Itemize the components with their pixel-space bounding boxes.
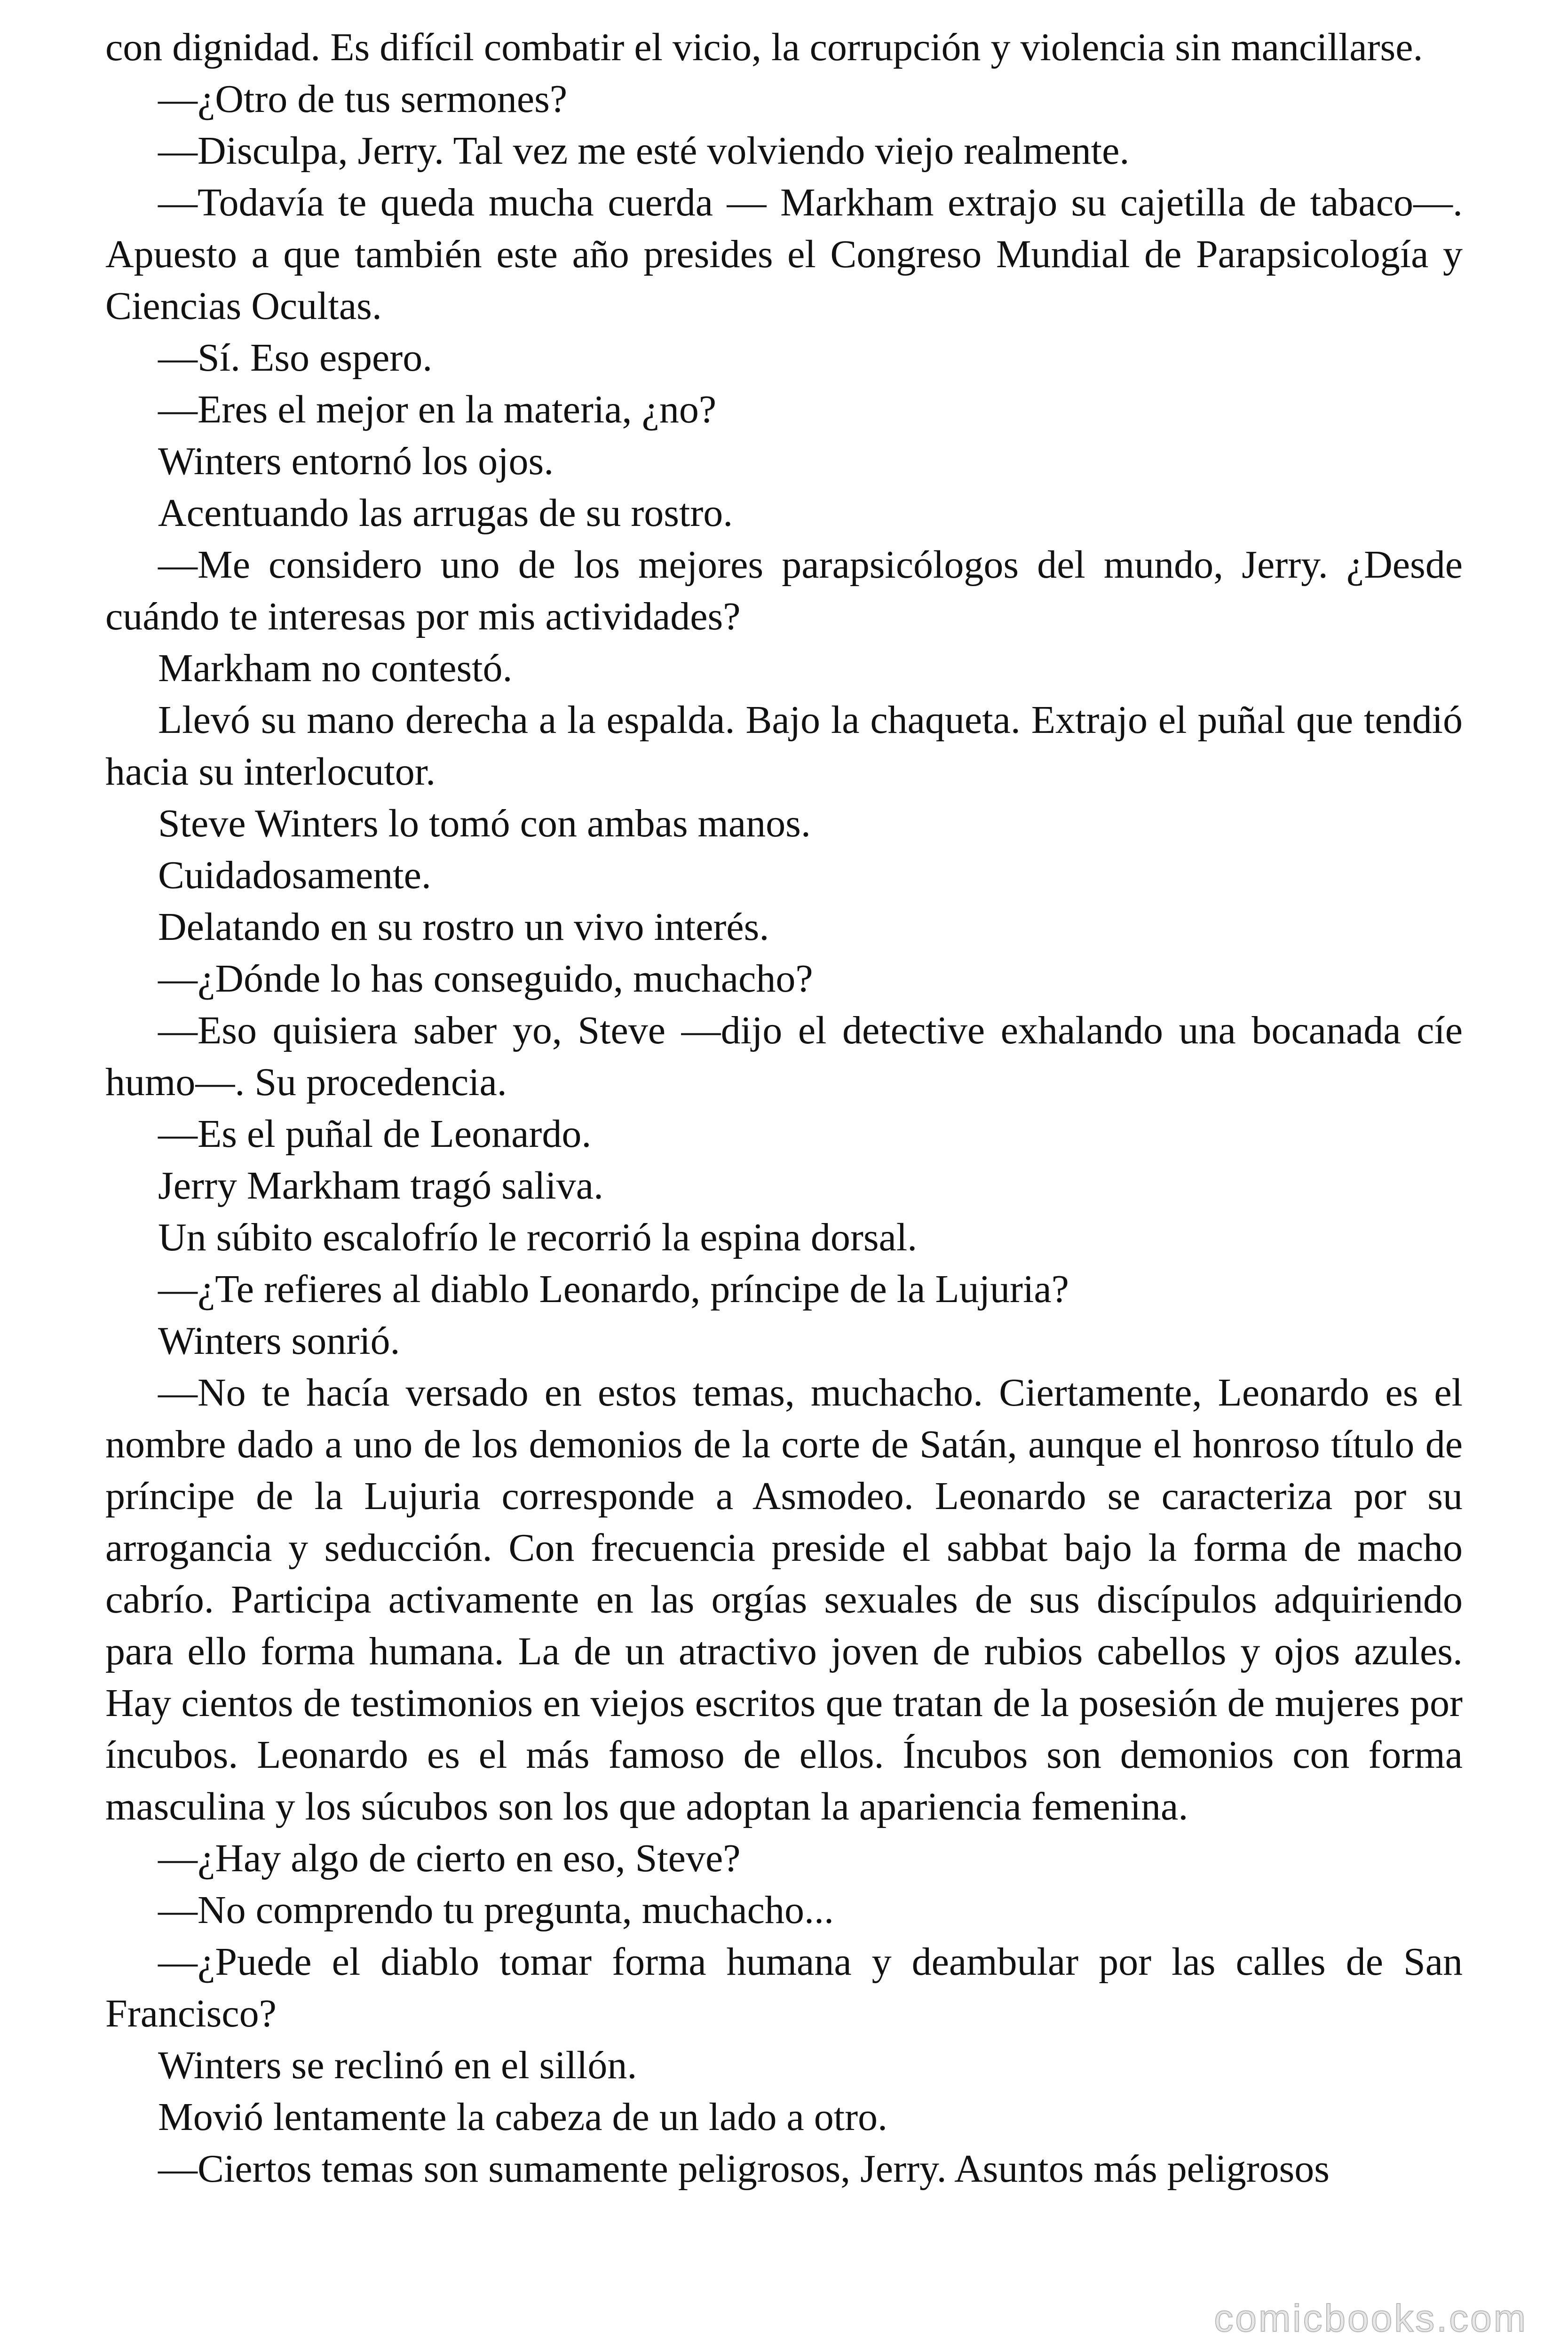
paragraph: —No te hacía versado en estos temas, muchacho. Ciertamente, Leonardo es el nombre dado a uno de los demonios de la corte de Satán, aunque el honroso título de príncipe de la Lujuria corresponde a Asmodeo. Leonardo se caracteriza por su arrogancia y seducción. Con frecuencia preside el sabbat bajo la forma de macho cabrío. Participa activamente en las orgías sexuales de sus discípulos adquiriendo para ello forma humana. La de un atractivo joven de rubios cabellos y ojos azules. Hay cientos de testimonios en viejos escritos que tratan de la posesión de mujeres por íncubos. Leonardo es el más famoso de ellos. Íncubos son demonios con forma masculina y los súcubos son los que adoptan la apariencia femenina.: [105, 1371, 1463, 1828]
paragraph: Movió lentamente la cabeza de un lado a otro.: [158, 2095, 888, 2139]
paragraph: —Eres el mejor en la materia, ¿no?: [158, 388, 717, 431]
paragraph: Winters entornó los ojos.: [158, 439, 554, 483]
paragraph: —Ciertos temas son sumamente peligrosos, Jerry. Asuntos más peligrosos: [158, 2147, 1330, 2191]
paragraph: —Todavía te queda mucha cuerda — Markham extrajo su cajetilla de tabaco—. Apuesto a que también este año presides el Congreso Mundial de Parapsicología y Ciencias Ocultas.: [105, 181, 1463, 328]
paragraph: —¿Te refieres al diablo Leonardo, príncipe de la Lujuria?: [158, 1267, 1069, 1311]
paragraph: Acentuando las arrugas de su rostro.: [158, 491, 733, 535]
paragraph: Delatando en su rostro un vivo interés.: [158, 905, 769, 949]
paragraph: Winters sonrió.: [158, 1319, 400, 1363]
paragraph: —¿Otro de tus sermones?: [158, 77, 568, 121]
paragraph: —Me considero uno de los mejores parapsicólogos del mundo, Jerry. ¿Desde cuándo te interesas por mis actividades?: [105, 543, 1463, 638]
paragraph: —No comprendo tu pregunta, muchacho...: [158, 1888, 834, 1932]
paragraph: Cuidadosamente.: [158, 853, 431, 897]
page-body: [105, 22, 1463, 2195]
paragraph: Llevó su mano derecha a la espalda. Bajo la chaqueta. Extrajo el puñal que tendió hacia su interlocutor.: [105, 698, 1463, 794]
paragraph: Winters se reclinó en el sillón.: [158, 2043, 637, 2087]
paragraph: Steve Winters lo tomó con ambas manos.: [158, 802, 811, 845]
watermark: comicbooks.com: [1214, 2297, 1528, 2340]
paragraph: —Es el puñal de Leonardo.: [158, 1112, 592, 1156]
paragraph: —Eso quisiera saber yo, Steve —dijo el detective exhalando una bocanada cíe humo—. Su procedencia.: [105, 1009, 1463, 1104]
paragraph: —Sí. Eso espero.: [158, 336, 433, 380]
paragraph: —¿Dónde lo has conseguido, muchacho?: [158, 957, 813, 1001]
paragraph: —¿Hay algo de cierto en eso, Steve?: [158, 1836, 741, 1880]
paragraph: con dignidad. Es difícil combatir el vicio, la corrupción y violencia sin mancillarse.: [105, 25, 1423, 69]
paragraph: Un súbito escalofrío le recorrió la espina dorsal.: [158, 1216, 918, 1259]
paragraph: —Disculpa, Jerry. Tal vez me esté volviendo viejo realmente.: [158, 129, 1130, 173]
paragraph: Jerry Markham tragó saliva.: [158, 1164, 604, 1208]
paragraph: Markham no contestó.: [158, 646, 513, 690]
paragraph: —¿Puede el diablo tomar forma humana y deambular por las calles de San Francisco?: [105, 1940, 1463, 2035]
